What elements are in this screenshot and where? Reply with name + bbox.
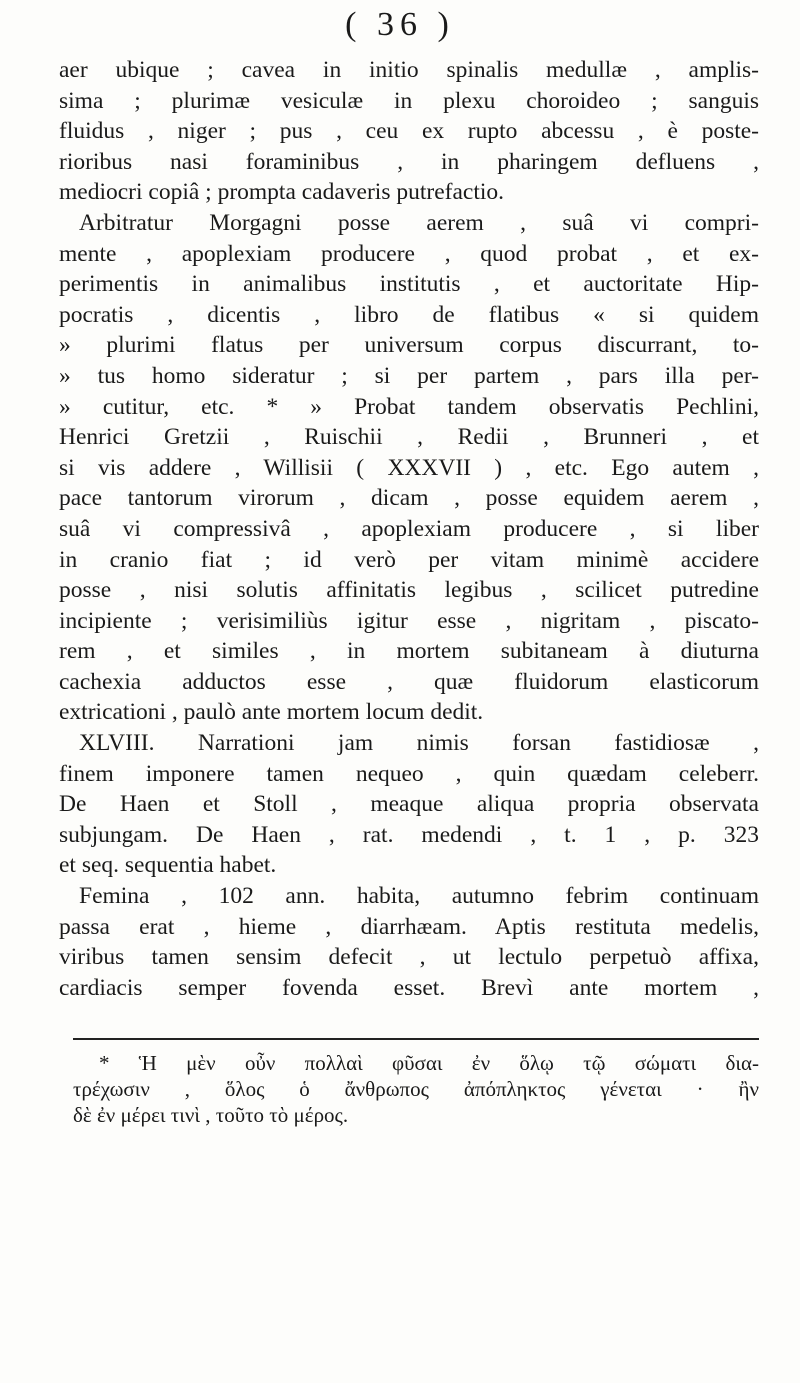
main-text: [59, 55, 759, 1003]
text-line: mente , apoplexiam producere , quod probat , et ex-: [59, 240, 759, 267]
footnote-divider: [73, 1038, 759, 1040]
text-line: Arbitratur Morgagni posse aerem , suâ vi compri-: [79, 209, 759, 236]
text-line: XLVIII. Narrationi jam nimis forsan fastidiosæ ,: [79, 730, 759, 757]
text-line: viribus tamen sensim defecit , ut lectulo perpetuò affixa,: [59, 944, 759, 971]
footnote-line: τρέχωσιν , ὅλος ὁ ἄνθρωπος ἀπόπληκτος γένεται · ἢν: [73, 1077, 759, 1101]
text-line: perimentis in animalibus institutis , et auctoritate Hip-: [59, 271, 759, 298]
text-line: posse , nisi solutis affinitatis legibus , scilicet putredine: [59, 577, 759, 604]
text-line: in cranio fiat ; id verò per vitam minimè accidere: [59, 546, 759, 573]
text-line: extricationi , paulò ante mortem locum dedit.: [59, 699, 484, 726]
text-line: » cutitur, etc. * » Probat tandem observatis Pechlini,: [59, 393, 759, 420]
text-line: pocratis , dicentis , libro de flatibus « si quidem: [59, 301, 759, 328]
footnote: [73, 1050, 759, 1128]
text-line: cardiacis semper fovenda esset. Brevì ante mortem ,: [59, 974, 759, 1001]
text-line: si vis addere , Willisii ( XXXVII ) , etc. Ego autem ,: [59, 454, 759, 481]
page-number: ( 36 ): [345, 6, 455, 43]
text-line: rioribus nasi foraminibus , in pharingem defluens ,: [59, 148, 759, 175]
text-line: passa erat , hieme , diarrhæam. Aptis restituta medelis,: [59, 913, 759, 940]
text-line: subjungam. De Haen , rat. medendi , t. 1 , p. 323: [59, 821, 759, 848]
text-line: pace tantorum virorum , dicam , posse equidem aerem ,: [59, 485, 759, 512]
text-line: mediocri copiâ ; prompta cadaveris putrefactio.: [59, 179, 505, 206]
text-line: et seq. sequentia habet.: [59, 852, 277, 879]
text-line: » tus homo sideratur ; si per partem , pars illa per-: [59, 362, 759, 389]
text-line: finem imponere tamen nequeo , quin quædam celeberr.: [59, 760, 759, 787]
text-line: aer ubique ; cavea in initio spinalis medullæ , amplis-: [59, 57, 759, 83]
text-line: De Haen et Stoll , meaque aliqua propria observata: [59, 791, 759, 818]
text-line: Femina , 102 ann. habita, autumno febrim continuam: [79, 883, 759, 910]
text-line: Henrici Gretzii , Ruischii , Redii , Brunneri , et: [59, 424, 759, 451]
text-line: sima ; plurimæ vesiculæ in plexu choroideo ; sanguis: [59, 87, 759, 114]
text-line: fluidus , niger ; pus , ceu ex rupto abcessu , è poste-: [59, 118, 759, 145]
text-line: incipiente ; verisimiliùs igitur esse , nigritam , piscato-: [59, 607, 759, 634]
text-line: cachexia adductos esse , quæ fluidorum elasticorum: [59, 668, 759, 695]
text-line: » plurimi flatus per universum corpus discurrant, to-: [59, 332, 759, 359]
footnote-line: * Ἡ μὲν οὖν πολλαὶ φῦσαι ἐν ὅλῳ τῷ σώματι δια-: [99, 1051, 759, 1075]
footnote-line: δὲ ἐν μέρει τινὶ , τοῦτο τὸ μέρος.: [73, 1103, 349, 1127]
text-line: suâ vi compressivâ , apoplexiam producere , si liber: [59, 515, 759, 542]
text-line: rem , et similes , in mortem subitaneam à diuturna: [59, 638, 759, 665]
